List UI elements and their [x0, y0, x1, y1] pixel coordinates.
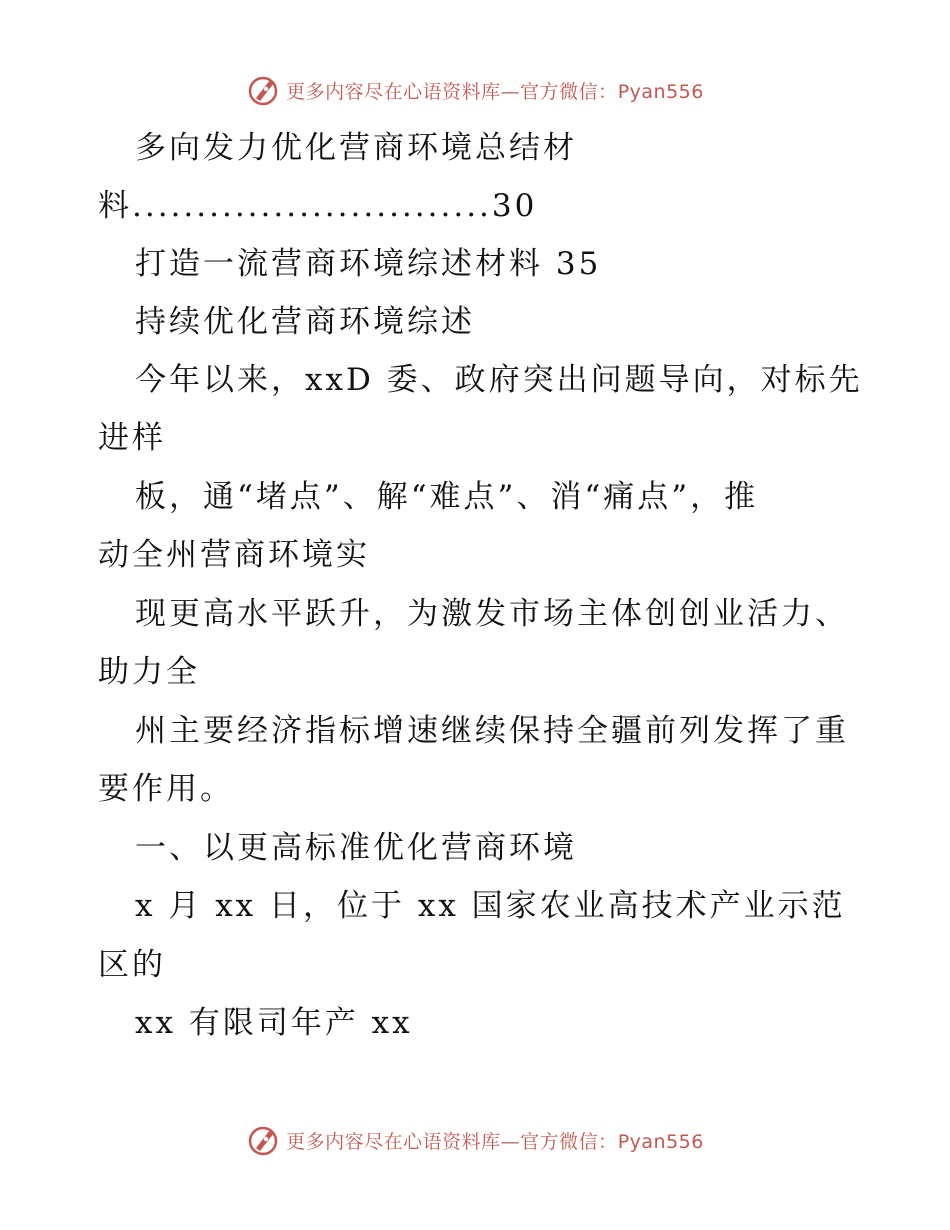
site-name: 更多内容尽在心语资料库: [286, 80, 501, 103]
banner-dash: —: [500, 80, 521, 103]
paragraph-line: 现更高水平跃升，为激发市场主体创创业活力、: [135, 596, 849, 632]
paragraph-line: 助力全: [98, 654, 200, 690]
paragraph-line: 区的: [98, 947, 166, 983]
pen-nib-circle-icon: [246, 72, 282, 108]
footer-banner-text: [286, 1127, 704, 1154]
wechat-id: Pyan556: [617, 1130, 704, 1153]
toc-entry-2: 打造一流营商环境综述材料 35: [135, 246, 602, 282]
paragraph-line: 今年以来，xxD 委、政府突出问题导向，对标先: [135, 362, 863, 398]
banner-dash: —: [500, 1130, 521, 1153]
wechat-id: Pyan556: [617, 80, 704, 103]
paragraph-line: x 月 xx 日，位于 xx 国家农业高技术产业示范: [135, 888, 846, 924]
wechat-label: 官方微信：: [520, 80, 618, 103]
site-name: 更多内容尽在心语资料库: [286, 1130, 501, 1153]
footer-banner: [0, 1120, 950, 1160]
wechat-label: 官方微信：: [520, 1130, 618, 1153]
paragraph-line: xx 有限司年产 xx: [135, 1005, 413, 1041]
paragraph-line: 动全州营商环境实: [98, 537, 370, 573]
paragraph-line: 板，通“堵点”、解“难点”、消“痛点”，推: [135, 479, 759, 515]
header-banner-text: [286, 77, 704, 104]
paragraph-line: 要作用。: [98, 771, 234, 807]
section-title: 持续优化营商环境综述: [135, 304, 475, 340]
pen-nib-circle-icon: [246, 1122, 282, 1158]
paragraph-line: 州主要经济指标增速继续保持全疆前列发挥了重: [135, 713, 849, 749]
subheading: 一、以更高标准优化营商环境: [135, 830, 577, 866]
toc-entry-1-line-1: 多向发力优化营商环境总结材: [135, 130, 577, 166]
header-banner: [0, 70, 950, 110]
toc-entry-1-line-2: 料............................30: [98, 188, 538, 224]
paragraph-line: 进样: [98, 420, 166, 456]
